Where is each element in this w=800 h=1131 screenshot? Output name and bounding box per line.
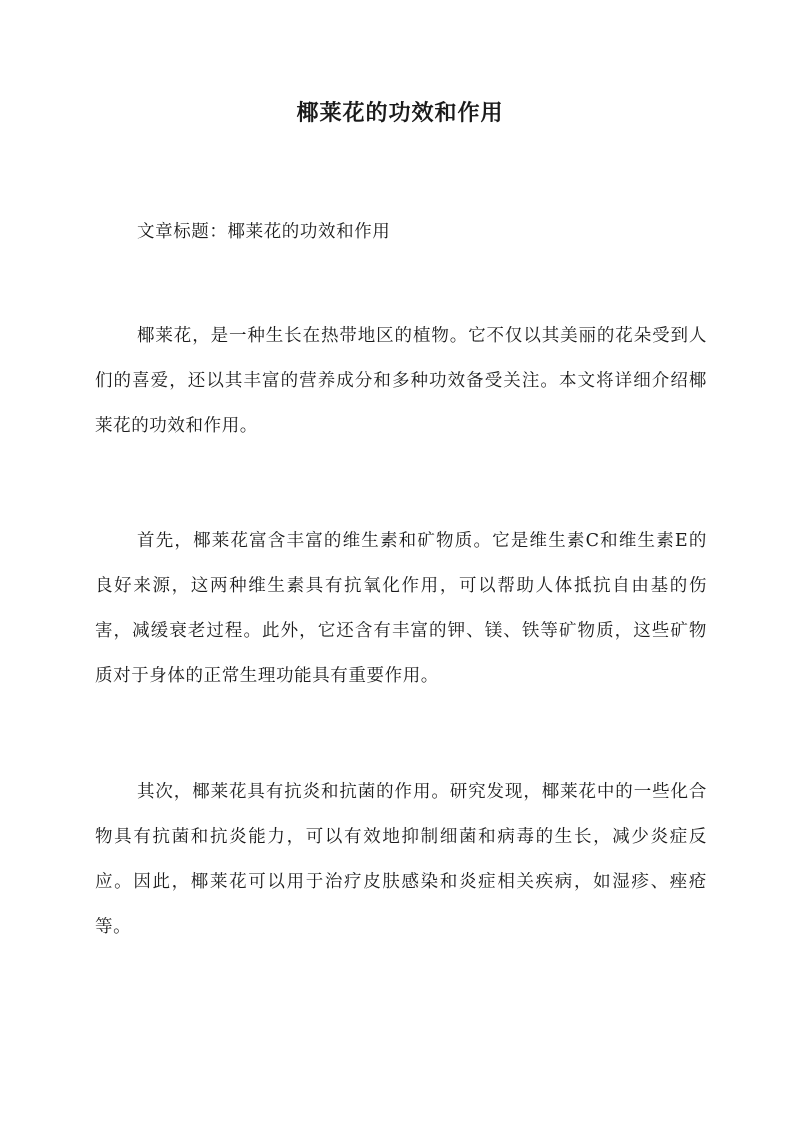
article-title-line: 文章标题：椰莱花的功效和作用: [137, 222, 391, 242]
paragraph-intro: 椰莱花，是一种生长在热带地区的植物。它不仅以其美丽的花朵受到人们的喜爱，还以其丰富的营养成分和多种功效备受关注。本文将详细介绍椰莱花的功效和作用。: [95, 326, 707, 436]
document-title: 椰莱花的功效和作用: [296, 100, 504, 126]
paragraph-nutrients: 首先，椰莱花富含丰富的维生素和矿物质。它是维生素C和维生素E的良好来源，这两种维生素具有抗氧化作用，可以帮助人体抵抗自由基的伤害，减缓衰老过程。此外，它还含有丰富的钾、镁、铁等矿物质，这些矿物质对于身体的正常生理功能具有重要作用。: [95, 531, 707, 686]
paragraph-anti-inflammatory: 其次，椰莱花具有抗炎和抗菌的作用。研究发现，椰莱花中的一些化合物具有抗菌和抗炎能力，可以有效地抑制细菌和病毒的生长，减少炎症反应。因此，椰莱花可以用于治疗皮肤感染和炎症相关疾病，如湿疹、痤疮等。: [95, 782, 707, 937]
